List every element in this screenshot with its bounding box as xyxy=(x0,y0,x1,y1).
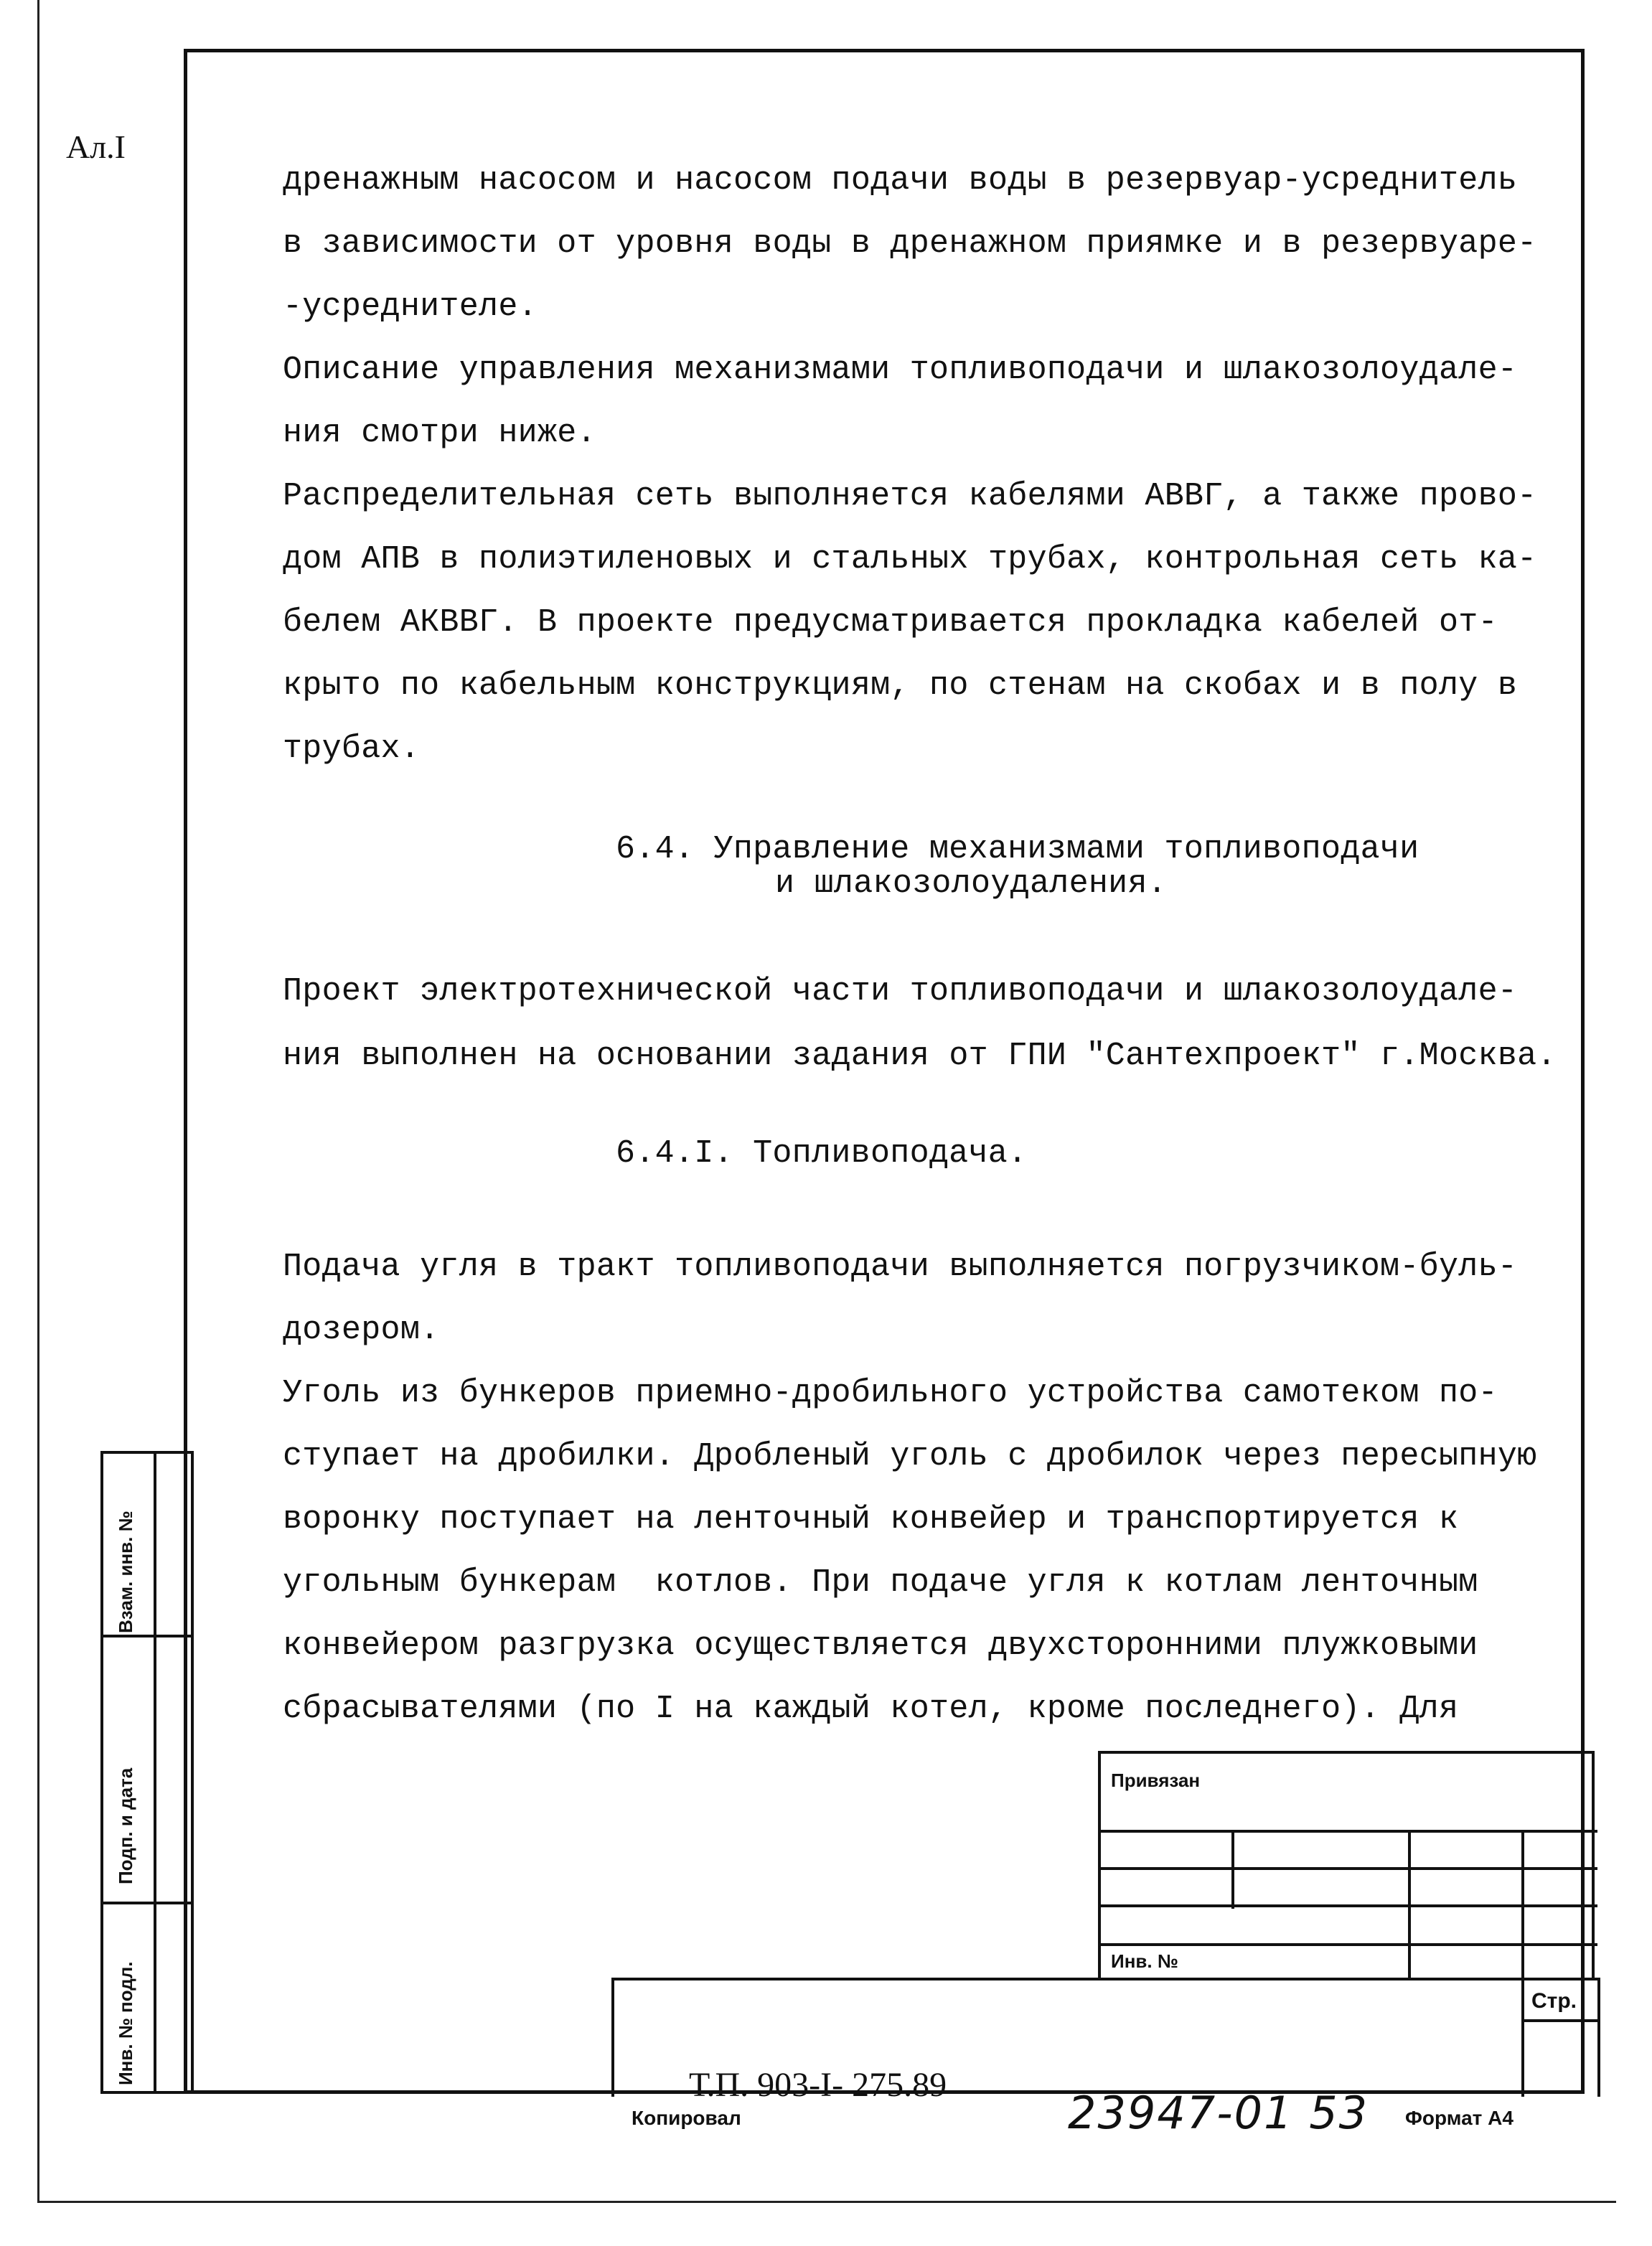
tb-line xyxy=(611,1978,1600,1980)
inv-no-label: Инв. № xyxy=(1111,1950,1178,1972)
text-line: Уголь из бункеров приемно-дробильного устройства самотеком по- xyxy=(283,1375,1498,1411)
privyazan-label: Привязан xyxy=(1111,1770,1201,1791)
tb-line xyxy=(1521,2019,1600,2022)
tb-line xyxy=(1231,1830,1234,1909)
text-line: сбрасывателями (по I на каждый котел, кроме последнего). Для xyxy=(283,1691,1459,1727)
text-line: воронку поступает на ленточный конвейер и транспортируется к xyxy=(283,1501,1459,1538)
tb-line xyxy=(1521,1830,1524,1980)
text-line: Распределительная сеть выполняется кабелями АВВГ, а также прово- xyxy=(283,478,1537,514)
page-label: Стр. xyxy=(1531,1989,1577,2013)
text-line: белем АКВВГ. В проекте предусматривается прокладка кабелей от- xyxy=(283,604,1498,641)
side-stamp xyxy=(100,1451,194,2094)
tb-line xyxy=(1098,1751,1101,1980)
text-line: в зависимости от уровня воды в дренажном приямке и в резервуаре- xyxy=(283,225,1537,262)
sheet-bottom-edge xyxy=(37,2201,1616,2203)
text-line: дом АПВ в полиэтиленовых и стальных трубах, контрольная сеть ка- xyxy=(283,541,1537,578)
tb-line xyxy=(1408,1830,1411,1980)
podp-data-label: Подп. и дата xyxy=(115,1767,136,1884)
text-line: дренажным насосом и насосом подачи воды в резервуар-усреднитель xyxy=(283,162,1518,199)
document-code: Т.П. 903-I- 275.89 xyxy=(689,2066,947,2104)
text-line: Проект электротехнической части топливоподачи и шлакозолоудале- xyxy=(283,973,1518,1010)
section-heading-cont: и шлакозолоудаления. xyxy=(775,865,1168,902)
text-line: конвейером разгрузка осуществляется двухсторонними плужковыми xyxy=(283,1627,1478,1664)
vzam-inv-label: Взам. инв. № xyxy=(115,1510,136,1633)
section-heading: 6.4. Управление механизмами топливоподачи xyxy=(616,831,1419,868)
text-line: дозером. xyxy=(283,1312,440,1348)
copied-by-label: Копировал xyxy=(632,2107,741,2129)
tb-line xyxy=(1597,1978,1600,2097)
inv-podl-label: Инв. № подл. xyxy=(115,1961,136,2085)
text-line: ступает на дробилки. Дробленый уголь с дробилок через пересыпную xyxy=(283,1438,1537,1475)
text-line: Подача угля в тракт топливоподачи выполняется погрузчиком-буль- xyxy=(283,1249,1518,1285)
subsection-heading: 6.4.I. Топливоподача. xyxy=(616,1135,1028,1172)
tb-line xyxy=(1521,1978,1524,2097)
sheet-label: Ал.I xyxy=(66,128,126,165)
format-label: Формат А4 xyxy=(1405,2107,1513,2129)
text-line: трубах. xyxy=(283,730,421,767)
text-line: ния смотри ниже. xyxy=(283,415,596,451)
archive-number: 23947-01 53 xyxy=(1068,2087,1369,2139)
sheet-left-edge xyxy=(37,0,39,2203)
text-line: крыто по кабельным конструкциям, по стенам на скобах и в полу в xyxy=(283,667,1518,704)
text-line: Описание управления механизмами топливоподачи и шлакозолоудале- xyxy=(283,352,1518,388)
text-line: -усреднителе. xyxy=(283,288,538,325)
tb-line xyxy=(1098,1751,1595,1754)
text-line: угольным бункерам котлов. При подаче угля к котлам ленточным xyxy=(283,1564,1478,1601)
tb-line xyxy=(1592,1751,1595,1980)
text-line: ния выполнен на основании задания от ГПИ "Сантехпроект" г.Москва. xyxy=(283,1038,1557,1074)
tb-line xyxy=(611,1978,614,2097)
